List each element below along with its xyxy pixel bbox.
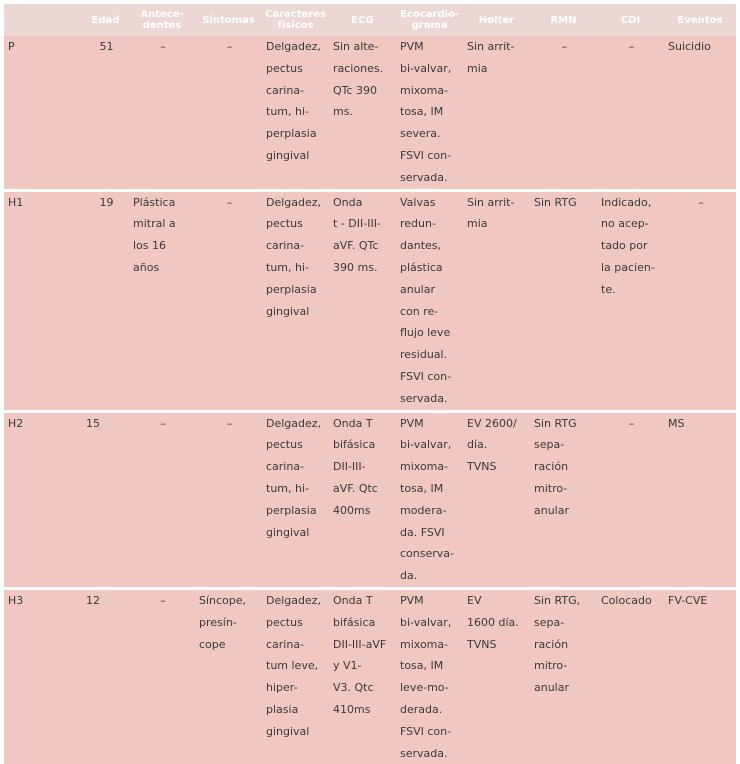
table-row [4, 411, 736, 588]
cell-antecedentes: – [129, 411, 195, 588]
cell-cdi: Indicado, no acep- tado por la pacien- te. [597, 190, 664, 411]
cell-sintomas: – [195, 411, 262, 588]
cell-rmn: Sin RTG sepa- ración mitro- anular [530, 411, 597, 588]
cell-sintomas: – [195, 190, 262, 411]
header-edad: Edad [82, 4, 129, 36]
cell-antecedentes: – [160, 40, 166, 53]
cell-subject: P [8, 40, 15, 53]
header-ecg: ECG [329, 4, 396, 36]
cell-ecg: Sin alte- raciones. QTc 390 ms. [333, 40, 384, 119]
cell-sintomas: Síncope, presín- cope [195, 588, 262, 764]
table-header [4, 4, 736, 36]
cell-subject: H2 [4, 411, 82, 588]
cell-antecedentes: Plástica mitral a los 16 años [129, 190, 195, 411]
cell-ecg: Onda T bifásica DII-III- aVF. Qtc 400ms [329, 411, 396, 588]
cell-subject: H1 [4, 190, 82, 411]
header-cdi: CDI [597, 4, 664, 36]
cell-cdi: – [628, 40, 635, 53]
table-row [4, 588, 736, 764]
cell-caracteres: Delgadez, pectus carina- tum, hi- perplasia gingival [266, 40, 322, 162]
cell-eco: PVM bi-valvar, mixoma- tosa, IM modera- da. FSVI conserva- da. [396, 411, 463, 588]
cell-eco: PVM bi-valvar, mixoma- tosa, IM severa. FSVI con- servada. [400, 40, 452, 184]
header-caracteres: Caracteres físicos [262, 4, 329, 36]
cell-caracteres: Delgadez, pectus carina- tum leve, hiper- plasia gingival [262, 588, 329, 764]
cell-caracteres: Delgadez, pectus carina- tum, hi- perplasia gingival [262, 411, 329, 588]
cell-rmn: Sin RTG, sepa- ración mitro- anular [530, 588, 597, 764]
cell-antecedentes: – [129, 588, 195, 764]
cell-eco: PVM bi-valvar, mixoma- tosa, IM leve-mo- derada. FSVI con- servada. [396, 588, 463, 764]
cell-rmn: – [561, 40, 568, 53]
cell-holter: Sin arrit- mia [467, 40, 515, 75]
cell-cdi: – [597, 411, 664, 588]
cell-edad: 19 [82, 190, 129, 411]
table-body [4, 36, 736, 764]
header-eventos: Eventos [664, 4, 736, 36]
cell-cdi: Colocado [597, 588, 664, 764]
cell-eventos: – [664, 190, 736, 411]
cell-edad: 51 [99, 40, 114, 53]
cell-ecg: Onda t - DII-III- aVF. QTc 390 ms. [329, 190, 396, 411]
clinical-table [4, 4, 736, 764]
cell-eventos: MS [664, 411, 736, 588]
cell-subject: H3 [4, 588, 82, 764]
cell-rmn: Sin RTG [530, 190, 597, 411]
header-subject [4, 4, 82, 36]
cell-edad: 12 [82, 588, 129, 764]
header-holter: Holter [463, 4, 530, 36]
cell-edad: 15 [82, 411, 129, 588]
header-rmn: RMN [530, 4, 597, 36]
cell-eco: Valvas redun- dantes, plástica anular con re- flujo leve residual. FSVI con- servada. [396, 190, 463, 411]
cell-sintomas: – [226, 40, 233, 53]
header-sintomas: Síntomas [195, 4, 262, 36]
cell-holter: Sin arrit- mia [463, 190, 530, 411]
header-antecedentes: Antece- dentes [129, 4, 195, 36]
table-row [4, 36, 736, 190]
cell-holter: EV 1600 día. TVNS [463, 588, 530, 764]
cell-eventos: Suicidio [668, 40, 711, 53]
table-row [4, 190, 736, 411]
cell-caracteres: Delgadez, pectus carina- tum, hi- perplasia gingival [262, 190, 329, 411]
cell-holter: EV 2600/ día. TVNS [463, 411, 530, 588]
cell-ecg: Onda T bifásica DII-III-aVF y V1- V3. Qtc 410ms [329, 588, 396, 764]
header-eco: Ecocardio- grama [396, 4, 463, 36]
header-row [4, 4, 736, 36]
cell-eventos: FV-CVE [664, 588, 736, 764]
